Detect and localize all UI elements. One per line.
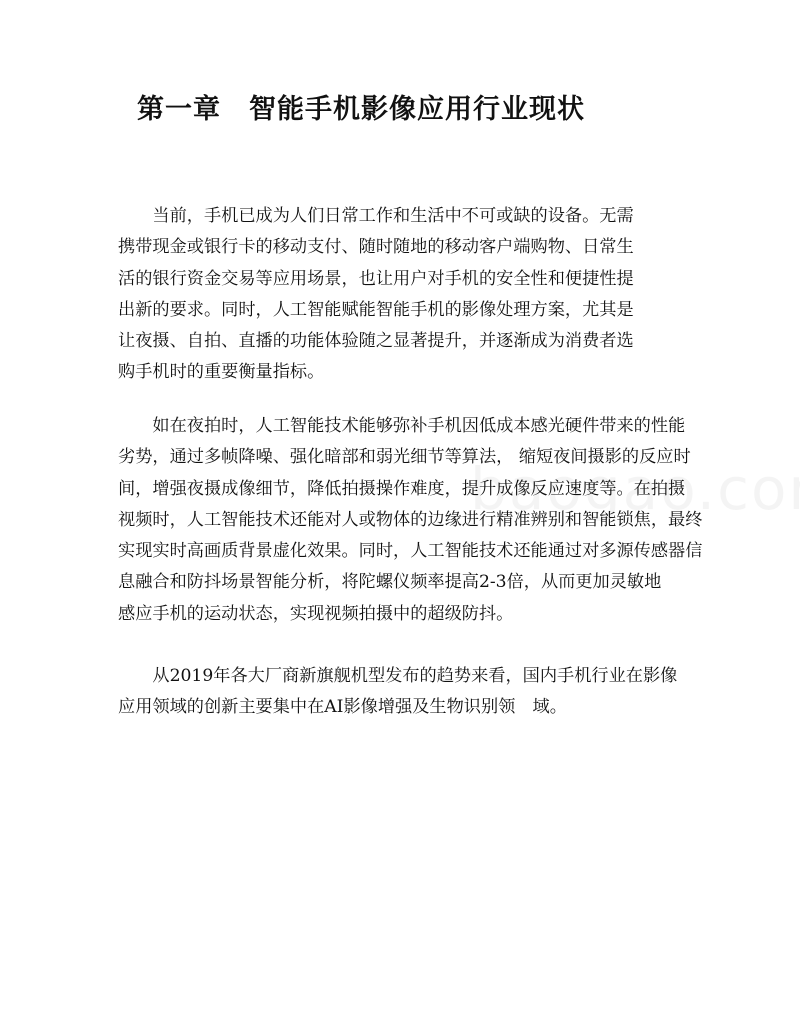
text-line: 间，增强夜摄成像细节，降低拍摄操作难度，提升成像反应速度等。在拍摄 (118, 478, 686, 499)
text-line: 购手机时的重要衡量指标。 (118, 362, 325, 383)
paragraph-3 (118, 661, 677, 724)
text-line: 息融合和防抖场景智能分析，将陀螺仪频率提高2-3倍，从而更加灵敏地 (118, 572, 662, 593)
text-line: 如在夜拍时，人工智能技术能够弥补手机因低成本感光硬件带来的性能 (118, 416, 686, 436)
text-line: 实现实时高画质背景虚化效果。同时，人工智能技术还能通过对多源传感器信 (118, 541, 703, 562)
text-line: 当前，手机已成为人们日常工作和生活中不可或缺的设备。无需 (118, 206, 634, 226)
text-line: 劣势，通过多帧降噪、强化暗部和弱光细节等算法， 缩短夜间摄影的反应时 (118, 447, 691, 468)
text-line: 活的银行资金交易等应用场景，也让用户对手机的安全性和便捷性提 (118, 268, 634, 289)
text-line: 视频时，人工智能技术还能对人或物体的边缘进行精准辨别和智能锁焦，最终 (118, 509, 703, 530)
text-line: 感应手机的运动状态，实现视频拍摄中的超级防抖。 (118, 603, 514, 624)
chapter-title: 智能手机影像应用行业现状 (249, 94, 585, 125)
chapter-number: 第一章 (137, 94, 221, 125)
chapter-heading (137, 90, 585, 130)
text-line: 从2019年各大厂商新旗舰机型发布的趋势来看，国内手机行业在影像 (118, 666, 678, 686)
text-line: 应用领域的创新主要集中在AI影像增强及生物识别领 域。 (118, 697, 567, 718)
text-line: 让夜摄、自拍、直播的功能体验随之显著提升，并逐渐成为消费者选 (118, 331, 634, 352)
text-line: 携带现金或银行卡的移动支付、随时随地的移动客户端购物、日常生 (118, 237, 634, 258)
paragraph-2 (118, 411, 702, 630)
paragraph-1 (118, 201, 634, 389)
text-line: 出新的要求。同时，人工智能赋能智能手机的影像处理方案，尤其是 (118, 299, 634, 320)
